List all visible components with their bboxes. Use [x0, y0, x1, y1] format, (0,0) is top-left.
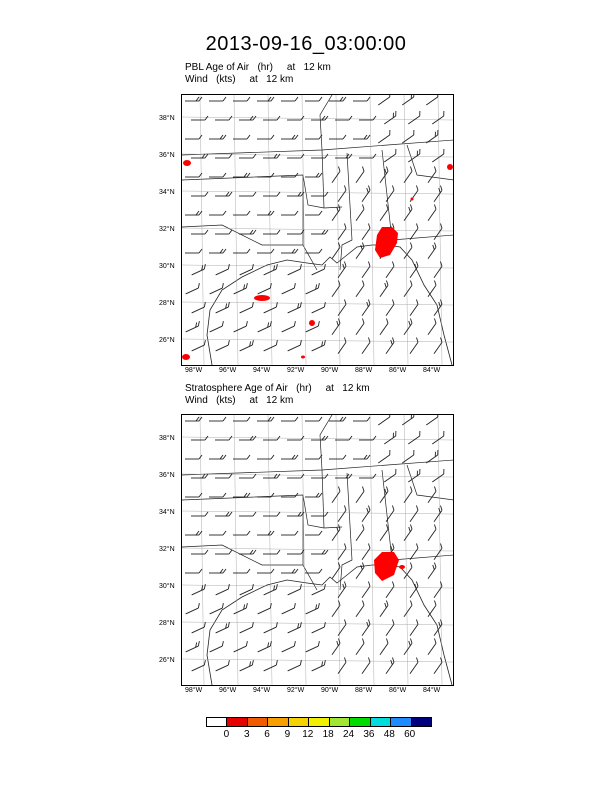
lon-tick-label: 90°W	[321, 367, 339, 374]
colorbar-label: 60	[404, 729, 416, 740]
page-title: 2013-09-16_03:00:00	[205, 33, 407, 55]
colorbar-swatch	[371, 718, 391, 726]
map-panel-stratosphere-age-of-air	[181, 414, 454, 686]
colorbar-label: 6	[264, 729, 270, 740]
lon-tick-label: 98°W	[185, 687, 203, 694]
lon-tick-label: 98°W	[185, 367, 203, 374]
lat-tick-label: 32°N	[159, 226, 175, 233]
colorbar-label: 12	[302, 729, 314, 740]
lon-tick-label: 88°W	[355, 687, 373, 694]
panel1-label-line2: Wind (kts) at 12 km	[185, 74, 294, 85]
lat-tick-label: 34°N	[159, 509, 175, 516]
lon-tick-label: 84°W	[423, 367, 441, 374]
panel2-label-line2: Wind (kts) at 12 km	[185, 395, 294, 406]
map-canvas	[182, 95, 453, 365]
wind-barbs	[184, 415, 446, 674]
lon-tick-label: 84°W	[423, 687, 441, 694]
lat-tick-label: 28°N	[159, 620, 175, 627]
colorbar-swatch	[309, 718, 329, 726]
colorbar-label: 9	[284, 729, 291, 740]
colorbar-label: 24	[342, 729, 355, 740]
lat-tick-label: 34°N	[159, 189, 175, 196]
colorbar-swatch	[227, 718, 247, 726]
colorbar-label: 3	[243, 729, 250, 740]
colorbar-label: 0	[223, 729, 230, 740]
lat-tick-label: 30°N	[159, 263, 175, 270]
lon-tick-label: 88°W	[355, 367, 373, 374]
coastline	[207, 565, 452, 685]
colorbar-label: 36	[363, 729, 375, 740]
colorbar-swatch	[268, 718, 288, 726]
colorbar-swatch	[289, 718, 309, 726]
colorbar-swatch	[350, 718, 370, 726]
lon-tick-label: 96°W	[219, 687, 237, 694]
lat-tick-label: 38°N	[159, 115, 175, 122]
lon-tick-label: 90°W	[321, 687, 339, 694]
lat-tick-label: 36°N	[159, 152, 175, 159]
panel1-label-line1: PBL Age of Air (hr) at 12 km	[185, 62, 331, 73]
lon-tick-label: 92°W	[287, 367, 305, 374]
lon-tick-label: 86°W	[389, 367, 407, 374]
lat-tick-label: 38°N	[159, 435, 175, 442]
tracer-blobs	[374, 552, 405, 581]
lat-tick-label: 28°N	[159, 300, 175, 307]
colorbar	[206, 717, 432, 727]
lat-tick-label: 30°N	[159, 583, 175, 590]
lon-tick-label: 94°W	[253, 687, 271, 694]
lat-tick-label: 36°N	[159, 472, 175, 479]
colorbar-swatch	[330, 718, 350, 726]
lon-tick-label: 96°W	[219, 367, 237, 374]
lon-tick-label: 94°W	[253, 367, 271, 374]
panel2-label-line1: Stratosphere Age of Air (hr) at 12 km	[185, 383, 370, 394]
colorbar-label: 18	[322, 729, 334, 740]
lon-tick-label: 92°W	[287, 687, 305, 694]
colorbar-label: 48	[383, 729, 395, 740]
lon-tick-label: 86°W	[389, 687, 407, 694]
lat-tick-label: 26°N	[159, 657, 175, 664]
wind-barbs	[184, 95, 446, 354]
map-canvas	[182, 415, 453, 685]
colorbar-swatch	[391, 718, 411, 726]
lat-tick-label: 26°N	[159, 337, 175, 344]
lat-tick-label: 32°N	[159, 546, 175, 553]
colorbar-swatch	[207, 718, 227, 726]
coastline	[207, 245, 452, 365]
colorbar-swatch	[248, 718, 268, 726]
map-panel-pbl-age-of-air	[181, 94, 454, 366]
colorbar-swatch	[412, 718, 431, 726]
